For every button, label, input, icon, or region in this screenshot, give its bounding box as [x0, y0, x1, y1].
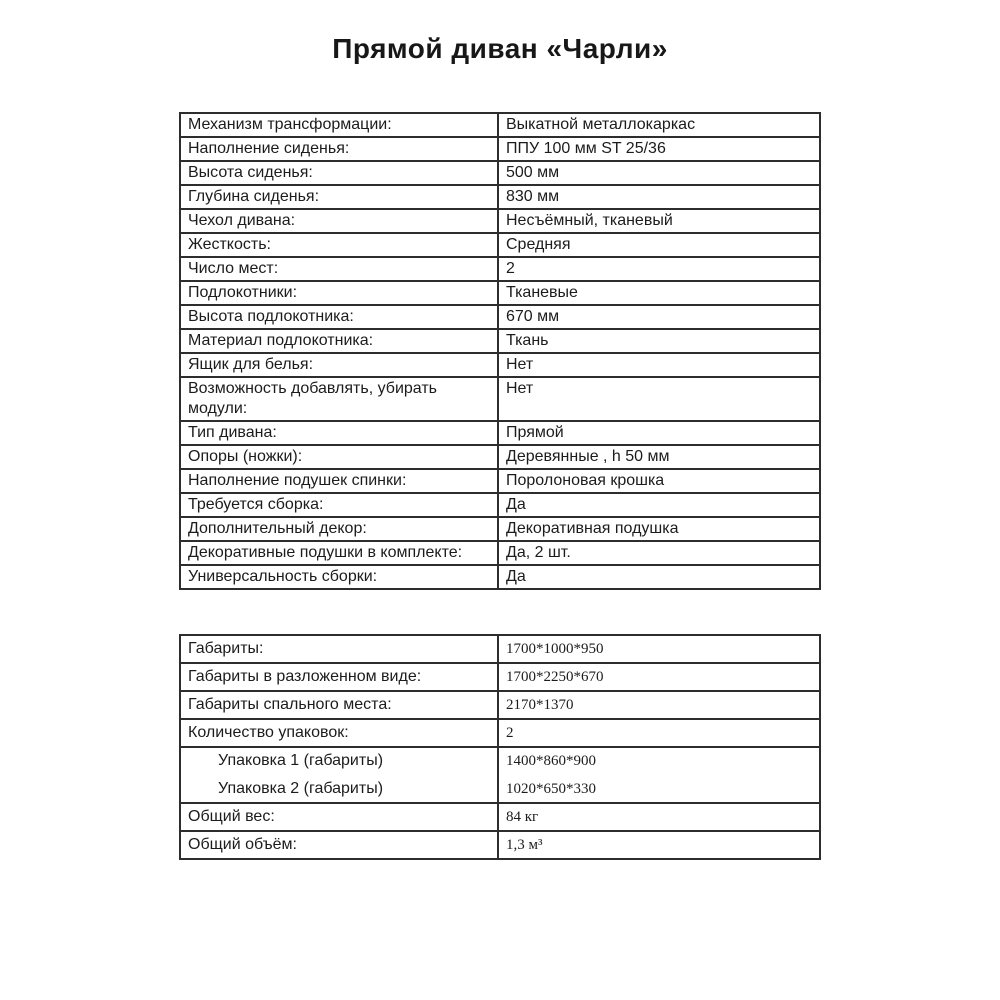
table-row — [180, 719, 820, 747]
spec-label-cell: Количество упаковок: — [180, 719, 498, 747]
spec-value-cell: Да — [498, 565, 820, 589]
table-row — [180, 185, 820, 209]
spec-value-cell-line: 1400*860*900 — [506, 753, 596, 769]
table-row — [180, 421, 820, 445]
spec-value-cell: Средняя — [498, 233, 820, 257]
spec-value-cell: 84 кг — [498, 803, 820, 831]
spec-label-cell: Возможность добавлять, убирать модули: — [180, 377, 498, 421]
table-row — [180, 803, 820, 831]
spec-label-cell-line: Упаковка 2 (габариты) — [218, 780, 384, 797]
spec-value-cell: Прямой — [498, 421, 820, 445]
spec-label-cell: Габариты: — [180, 635, 498, 663]
table-row — [180, 565, 820, 589]
spec-value-cell — [498, 747, 820, 803]
spec-label-cell: Общий объём: — [180, 831, 498, 859]
spec-value-cell: 1,3 м³ — [498, 831, 820, 859]
spec-value-cell: Поролоновая крошка — [498, 469, 820, 493]
spec-value-cell: ППУ 100 мм ST 25/36 — [498, 137, 820, 161]
spec-value-cell: Несъёмный, тканевый — [498, 209, 820, 233]
table-row — [180, 305, 820, 329]
spec-value-cell: Да — [498, 493, 820, 517]
spec-value-cell: Деревянные , h 50 мм — [498, 445, 820, 469]
spec-label-cell: Механизм трансформации: — [180, 113, 498, 137]
table-row — [180, 209, 820, 233]
specifications-table — [179, 112, 821, 590]
spec-label-cell: Опоры (ножки): — [180, 445, 498, 469]
spec-value-cell: 2 — [498, 257, 820, 281]
spec-label-cell: Материал подлокотника: — [180, 329, 498, 353]
spec-value-cell: Ткань — [498, 329, 820, 353]
spec-value-cell: Нет — [498, 353, 820, 377]
spec-label-cell: Тип дивана: — [180, 421, 498, 445]
spec-label-cell: Требуется сборка: — [180, 493, 498, 517]
spec-label-cell: Наполнение подушек спинки: — [180, 469, 498, 493]
spec-label-cell: Габариты спального места: — [180, 691, 498, 719]
spec-value-cell: 2170*1370 — [498, 691, 820, 719]
dimensions-section — [179, 634, 819, 860]
spec-value-cell: 670 мм — [498, 305, 820, 329]
spec-label-cell: Жесткость: — [180, 233, 498, 257]
spec-label-cell: Подлокотники: — [180, 281, 498, 305]
table-row — [180, 493, 820, 517]
spec-label-cell: Универсальность сборки: — [180, 565, 498, 589]
spec-label-cell: Дополнительный декор: — [180, 517, 498, 541]
spec-label-cell: Декоративные подушки в комплекте: — [180, 541, 498, 565]
table-row — [180, 281, 820, 305]
table-row — [180, 137, 820, 161]
spec-value-cell: Тканевые — [498, 281, 820, 305]
spec-label-cell: Габариты в разложенном виде: — [180, 663, 498, 691]
spec-label-cell: Ящик для белья: — [180, 353, 498, 377]
spec-value-cell: Декоративная подушка — [498, 517, 820, 541]
spec-value-cell: Выкатной металлокаркас — [498, 113, 820, 137]
spec-value-cell: 500 мм — [498, 161, 820, 185]
table-row — [180, 329, 820, 353]
spec-label-cell: Высота сиденья: — [180, 161, 498, 185]
spec-value-cell: Да, 2 шт. — [498, 541, 820, 565]
dimensions-table — [179, 634, 821, 860]
table-row — [180, 691, 820, 719]
table-row — [180, 445, 820, 469]
specifications-section — [179, 112, 819, 590]
spec-label-cell-line: Упаковка 1 (габариты) — [218, 752, 384, 769]
table-row — [180, 831, 820, 859]
table-row — [180, 663, 820, 691]
spec-label-cell: Глубина сиденья: — [180, 185, 498, 209]
spec-value-cell: 2 — [498, 719, 820, 747]
table-row — [180, 747, 820, 803]
table-row — [180, 541, 820, 565]
spec-label-cell: Высота подлокотника: — [180, 305, 498, 329]
table-row — [180, 377, 820, 421]
spec-value-cell: Нет — [498, 377, 820, 421]
table-row — [180, 517, 820, 541]
spec-label-cell — [180, 747, 498, 803]
table-row — [180, 257, 820, 281]
spec-label-cell: Чехол дивана: — [180, 209, 498, 233]
spec-value-cell: 1700*1000*950 — [498, 635, 820, 663]
table-row — [180, 469, 820, 493]
table-row — [180, 233, 820, 257]
spec-label-cell: Число мест: — [180, 257, 498, 281]
table-row — [180, 113, 820, 137]
spec-label-cell: Общий вес: — [180, 803, 498, 831]
spec-value-cell: 830 мм — [498, 185, 820, 209]
page-title: Прямой диван «Чарли» — [332, 33, 668, 64]
table-row — [180, 161, 820, 185]
table-row — [180, 353, 820, 377]
spec-value-cell-line: 1020*650*330 — [506, 781, 596, 797]
spec-label-cell: Наполнение сиденья: — [180, 137, 498, 161]
spec-value-cell: 1700*2250*670 — [498, 663, 820, 691]
table-row — [180, 635, 820, 663]
